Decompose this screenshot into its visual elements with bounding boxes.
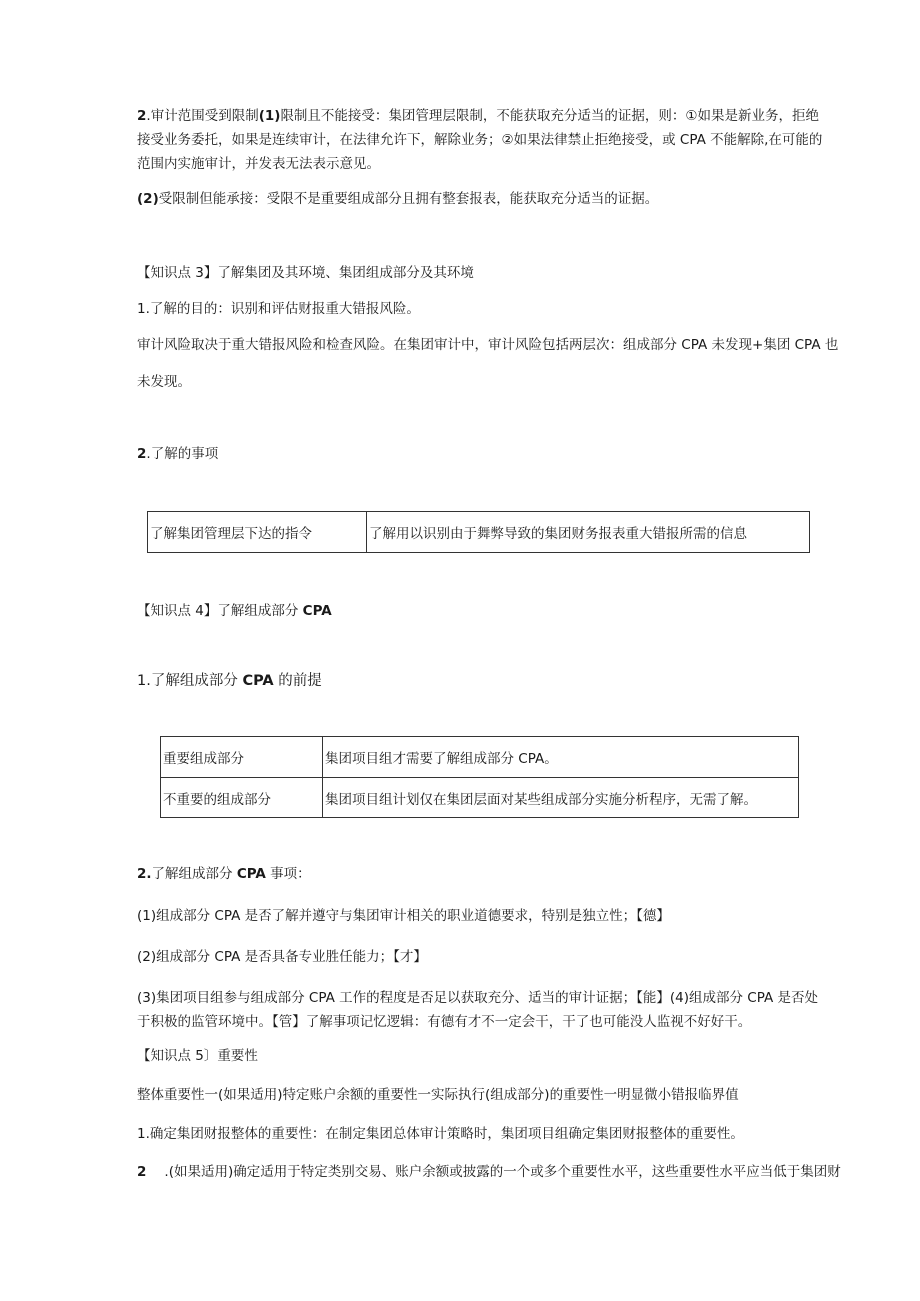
kp3-heading: 【知识点 3】了解集团及其环境、集团组成部分及其环境: [137, 265, 474, 281]
kp4-heading-text: 【知识点 4】了解组成部分: [137, 603, 303, 619]
kp5-item1: 1.确定集团财报整体的重要性：在制定集团总体审计策略时，集团项目组确定集团财报整体的重要性。: [137, 1126, 744, 1142]
kp4-sub2: (2)组成部分 CPA 是否具备专业胜任能力；【才】: [137, 949, 427, 965]
kp3-item2-number: 2: [137, 446, 147, 462]
section2-lead: .审计范围受到限制: [146, 108, 259, 124]
table-row: [161, 778, 799, 818]
kp4-table-row1-col2: 集团项目组才需要了解组成部分 CPA。: [323, 737, 799, 778]
section2-paragraph: [137, 104, 827, 176]
kp3-risk-line2: 未发现。: [137, 374, 191, 390]
table-row: [148, 512, 810, 553]
kp4-item2-cpa: CPA: [236, 866, 266, 882]
table-row: [161, 737, 799, 778]
kp4-table: [160, 736, 799, 818]
section2-body: 集团管理层限制，不能获取充分适当的证据，则：①如果是新业务，拒绝接受业务委托，如果是连续审计，在法律允许下，解除业务；②如果法律禁止拒绝接受，或 CPA 不能解除,在可能的范围内实施审计，并发表无法表示意见。: [137, 108, 823, 172]
kp5-item2-number: 2: [137, 1164, 147, 1180]
kp4-sub1: (1)组成部分 CPA 是否了解并遵守与集团审计相关的职业道德要求，特别是独立性；【德】: [137, 908, 670, 924]
kp4-heading-cpa: CPA: [302, 603, 332, 619]
kp4-item2: [137, 862, 827, 886]
kp4-item1-cpa: CPA: [242, 673, 274, 689]
section2-sub1-number: (1): [258, 108, 281, 124]
kp4-item2-number: 2.: [137, 866, 152, 882]
kp4-table-row2-col1: 不重要的组成部分: [161, 778, 323, 818]
kp5-chain: 整体重要性一(如果适用)特定账户余额的重要性一实际执行(组成部分)的重要性一明显微小错报临界值: [137, 1087, 739, 1103]
kp4-item1-c: 的前提: [273, 673, 322, 689]
section2-sub2-body: 受限不是重要组成部分且拥有整套报表，能获取充分适当的证据。: [266, 191, 659, 207]
kp3-item1: 1.了解的目的：识别和评估财报重大错报风险。: [137, 301, 420, 317]
kp4-heading: [137, 599, 827, 623]
kp3-table-col1: 了解集团管理层下达的指令: [148, 512, 367, 553]
kp4-sub3: (3)集团项目组参与组成部分 CPA 工作的程度是否足以获取充分、适当的审计证据；【能】(4)组成部分 CPA 是否处于积极的监管环境中。【管】了解事项记忆逻辑：有德有才不一定会干，干了也可能没人监视不好好干。: [137, 990, 819, 1030]
kp4-item2-b: 了解组成部分: [151, 866, 237, 882]
kp3-table: [147, 511, 810, 553]
kp3-table-col2: 了解用以识别由于舞弊导致的集团财务报表重大错报所需的信息: [367, 512, 810, 553]
section2-sub1-lead: 限制且不能接受：: [280, 108, 389, 124]
kp4-table-row1-col1: 重要组成部分: [161, 737, 323, 778]
kp4-item1: [137, 669, 827, 693]
kp3-risk-line1: 审计风险取决于重大错报风险和检查风险。在集团审计中，审计风险包括两层次：组成部分 CPA 未发现+集团 CPA 也: [137, 337, 839, 353]
section2-number: 2: [137, 108, 147, 124]
kp4-item2-d: 事项：: [265, 866, 311, 882]
kp5-heading: 【知识点 5〕重要性: [137, 1048, 258, 1064]
section2-sub2-lead: 受限制但能承接：: [158, 191, 267, 207]
kp4-item1-a: 1.了解组成部分: [137, 673, 243, 689]
kp4-table-row2-col2: 集团项目组计划仅在集团层面对某些组成部分实施分析程序，无需了解。: [323, 778, 799, 818]
section2-sub2-number: (2): [137, 191, 159, 207]
kp5-item2: [137, 1160, 841, 1184]
kp5-item2-text: .(如果适用)确定适用于特定类别交易、账户余额或披露的一个或多个重要性水平，这些重要性水平应当低于集团财: [164, 1164, 841, 1180]
section2-sub2-paragraph: [137, 187, 827, 211]
kp3-item2-text: .了解的事项: [146, 446, 219, 462]
kp3-item2: [137, 442, 827, 466]
